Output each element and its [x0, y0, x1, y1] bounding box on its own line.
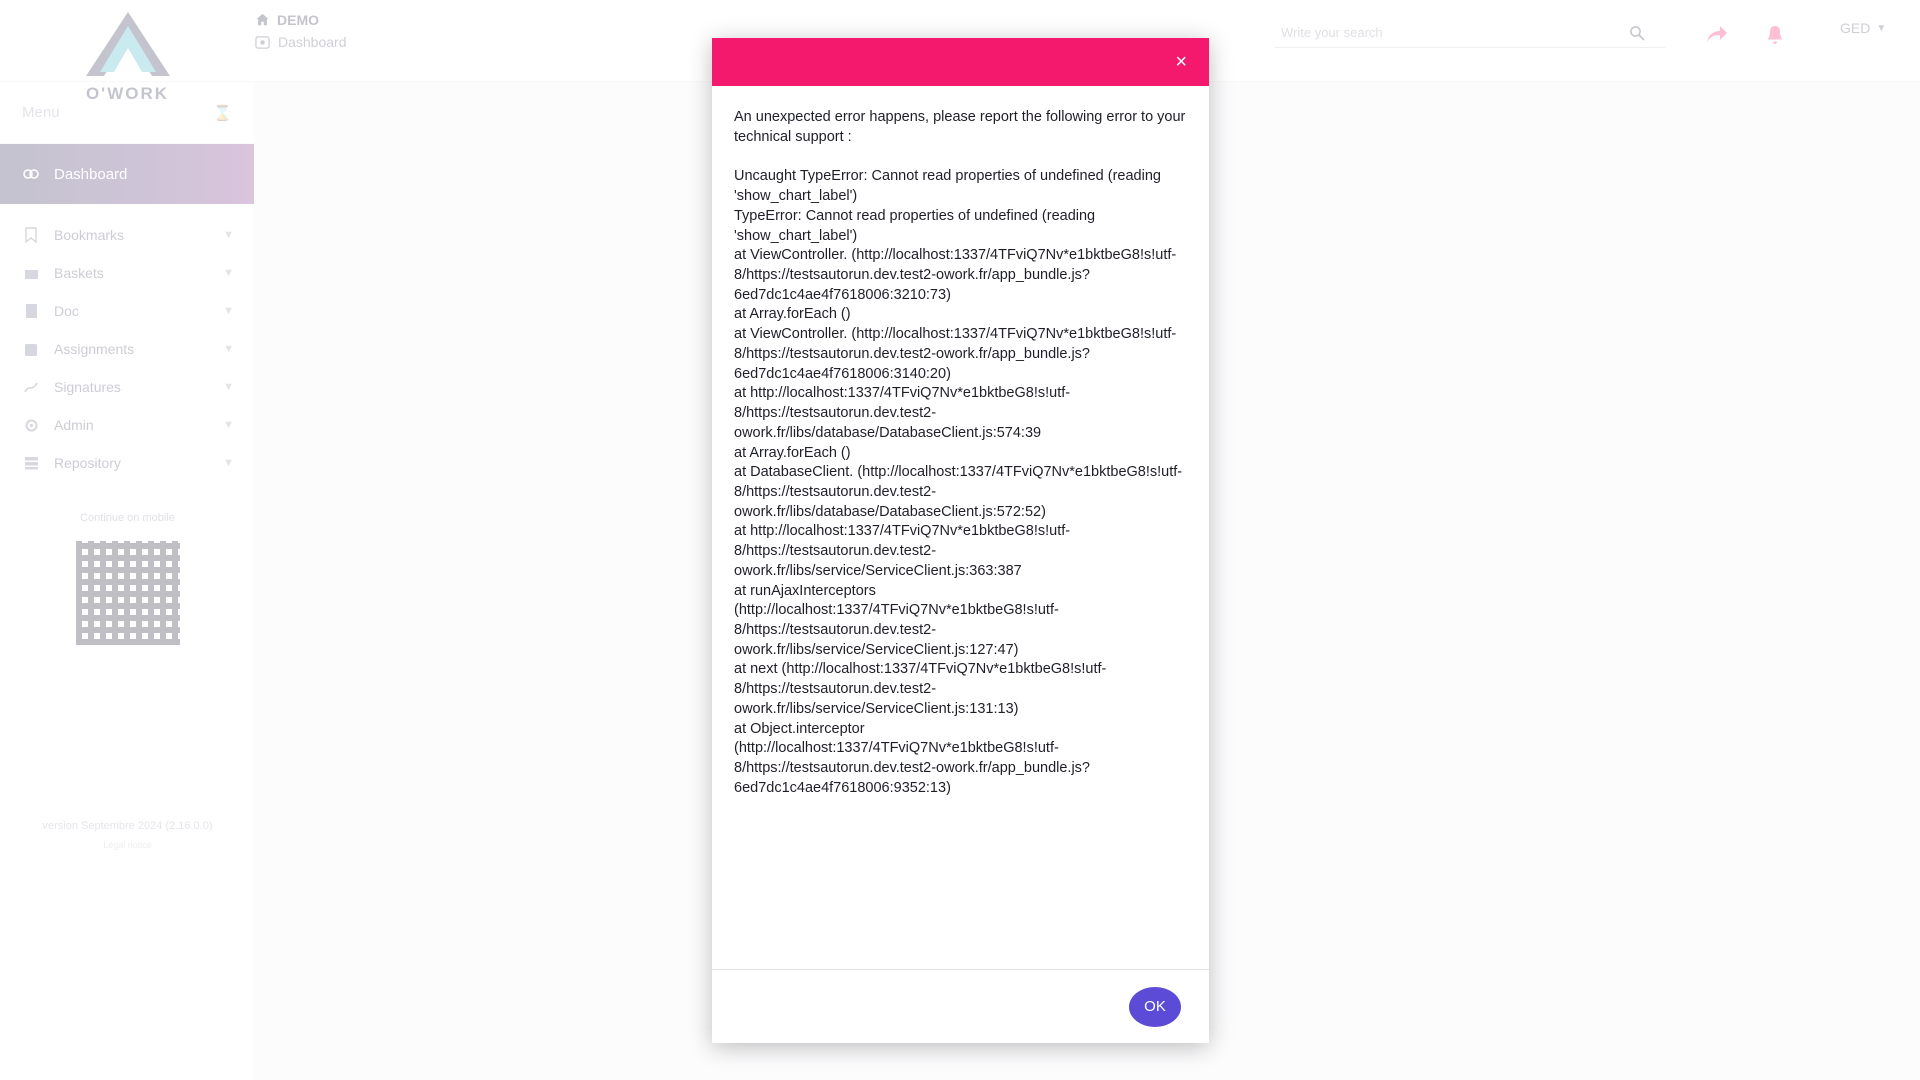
ok-button[interactable]: OK — [1129, 987, 1181, 1027]
stack-line: at DatabaseClient. (http://localhost:1337/4TFviQ7Nv*e1bktbeG8!s!utf-8/https://testsautorun.dev.test2-owork.fr/libs/database/DatabaseClient.js:572:52) — [734, 464, 1183, 520]
error-dialog — [712, 38, 1209, 1043]
stack-line: at Array.forEach () — [734, 444, 851, 461]
stack-line: at ViewController. (http://localhost:1337/4TFviQ7Nv*e1bktbeG8!s!utf-8/https://testsautorun.dev.test2-owork.fr/app_bundle.js?6ed7dc1c4ae4f7618006:3210:73) — [734, 247, 1177, 303]
stack-line: at Object.interceptor (http://localhost:1337/4TFviQ7Nv*e1bktbeG8!s!utf-8/https://testsautorun.dev.test2-owork.fr/app_bundle.js?6ed7dc1c4ae4f7618006:9352:13) — [734, 720, 1090, 796]
stack-line: at Array.forEach () — [734, 306, 851, 323]
close-icon[interactable]: × — [1169, 51, 1193, 73]
stack-line: at http://localhost:1337/4TFviQ7Nv*e1bktbeG8!s!utf-8/https://testsautorun.dev.test2-owork.fr/libs/service/ServiceClient.js:363:387 — [734, 523, 1071, 579]
error-intro-text: An unexpected error happens, please report the following error to your technical support : — [734, 109, 1186, 145]
error-dialog-body — [712, 86, 1209, 969]
stack-line: at runAjaxInterceptors (http://localhost:1337/4TFviQ7Nv*e1bktbeG8!s!utf-8/https://testsautorun.dev.test2-owork.fr/libs/service/ServiceClient.js:127:47) — [734, 582, 1059, 658]
error-dialog-header — [712, 38, 1209, 86]
stack-line: at ViewController. (http://localhost:1337/4TFviQ7Nv*e1bktbeG8!s!utf-8/https://testsautorun.dev.test2-owork.fr/app_bundle.js?6ed7dc1c4ae4f7618006:3140:20) — [734, 326, 1177, 382]
stack-line: at http://localhost:1337/4TFviQ7Nv*e1bktbeG8!s!utf-8/https://testsautorun.dev.test2-owork.fr/libs/database/DatabaseClient.js:574:39 — [734, 385, 1071, 441]
error-stack-trace — [734, 167, 1187, 798]
stack-line: at next (http://localhost:1337/4TFviQ7Nv*e1bktbeG8!s!utf-8/https://testsautorun.dev.test2-owork.fr/libs/service/ServiceClient.js:131:13) — [734, 661, 1107, 717]
error-dialog-footer — [712, 969, 1209, 1043]
stack-line: TypeError: Cannot read properties of undefined (reading 'show_chart_label') — [734, 207, 1100, 244]
stack-line: Uncaught TypeError: Cannot read properties of undefined (reading 'show_chart_label') — [734, 168, 1165, 205]
